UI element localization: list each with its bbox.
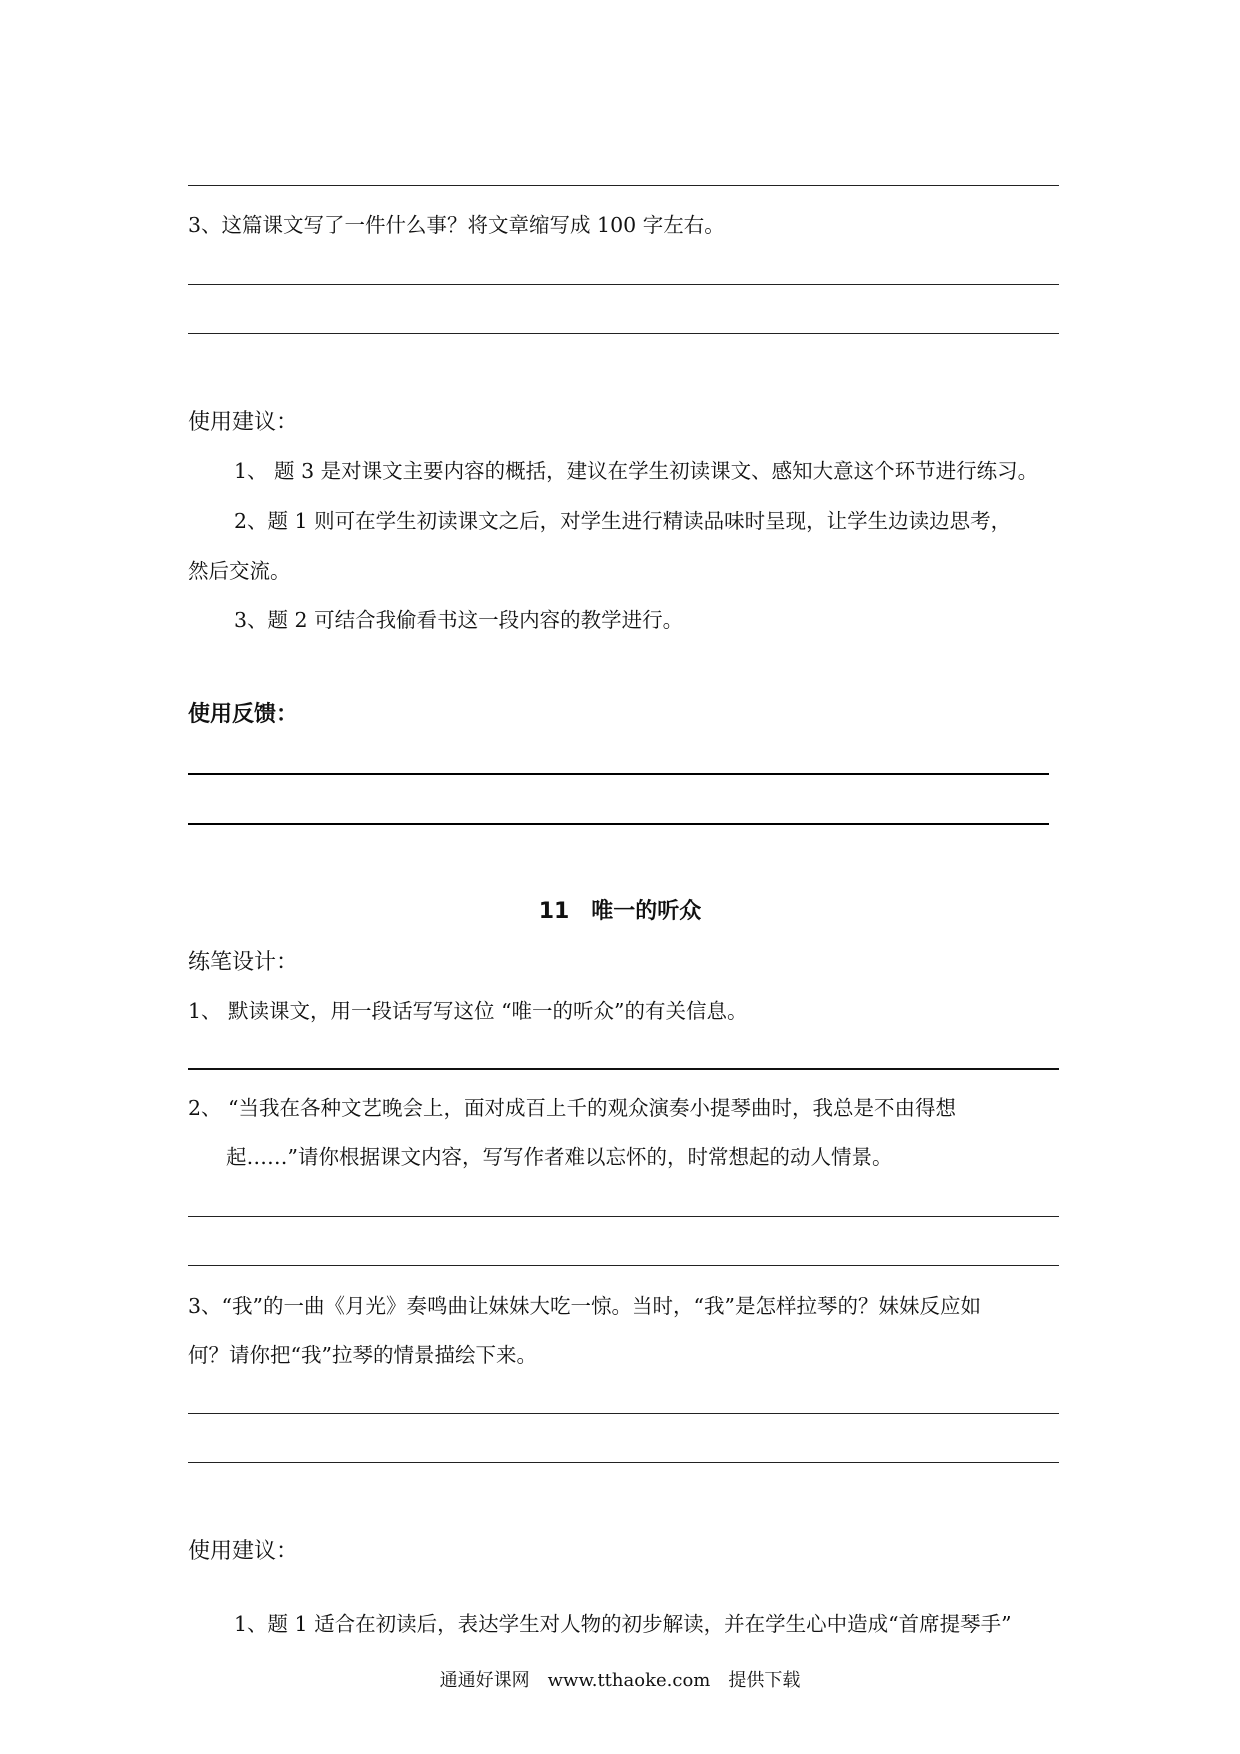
lesson-title: 11 唯一的听众 [538,899,702,924]
answer-line [188,1068,1059,1070]
usage-item-2: 2、题 1 则可在学生初读课文之后，对学生进行精读品味时呈现，让学生边读边思考， [234,509,1012,533]
answer-line [188,1265,1059,1266]
lesson-usage-heading: 使用建议： [188,1539,299,1564]
feedback-heading: 使用反馈： [188,702,299,727]
usage-item-2-cont: 然后交流。 [188,559,291,583]
feedback-line [188,773,1049,775]
lesson-question-2-cont: 起……”请你根据课文内容，写写作者难以忘怀的，时常想起的动人情景。 [226,1145,893,1169]
answer-line [188,1413,1059,1414]
usage-item-1: 1、 题 3 是对课文主要内容的概括，建议在学生初读课文、感知大意这个环节进行练习。 [234,459,1039,483]
answer-line [188,284,1059,285]
lesson-usage-item-1: 1、题 1 适合在初读后，表达学生对人物的初步解读，并在学生心中造成“首席提琴手” [234,1612,1012,1636]
page-footer: 通通好课网 www.tthaoke.com 提供下载 [439,1670,801,1691]
answer-line [188,185,1059,186]
practice-heading: 练笔设计： [188,950,299,975]
question-3: 3、这篇课文写了一件什么事？将文章缩写成 100 字左右。 [188,213,725,237]
answer-line [188,333,1059,334]
lesson-question-3-cont: 何？请你把“我”拉琴的情景描绘下来。 [188,1343,537,1367]
usage-item-3: 3、题 2 可结合我偷看书这一段内容的教学进行。 [234,608,684,632]
answer-line [188,1462,1059,1463]
feedback-line [188,823,1049,825]
lesson-question-1: 1、 默读课文，用一段话写写这位 “唯一的听众”的有关信息。 [188,999,748,1023]
answer-line [188,1216,1059,1217]
lesson-question-2: 2、 “当我在各种文艺晚会上，面对成百上千的观众演奏小提琴曲时，我总是不由得想 [188,1096,957,1120]
lesson-question-3: 3、“我”的一曲《月光》奏鸣曲让妹妹大吃一惊。当时，“我”是怎样拉琴的？妹妹反应如 [188,1294,981,1318]
usage-heading: 使用建议： [188,410,299,435]
